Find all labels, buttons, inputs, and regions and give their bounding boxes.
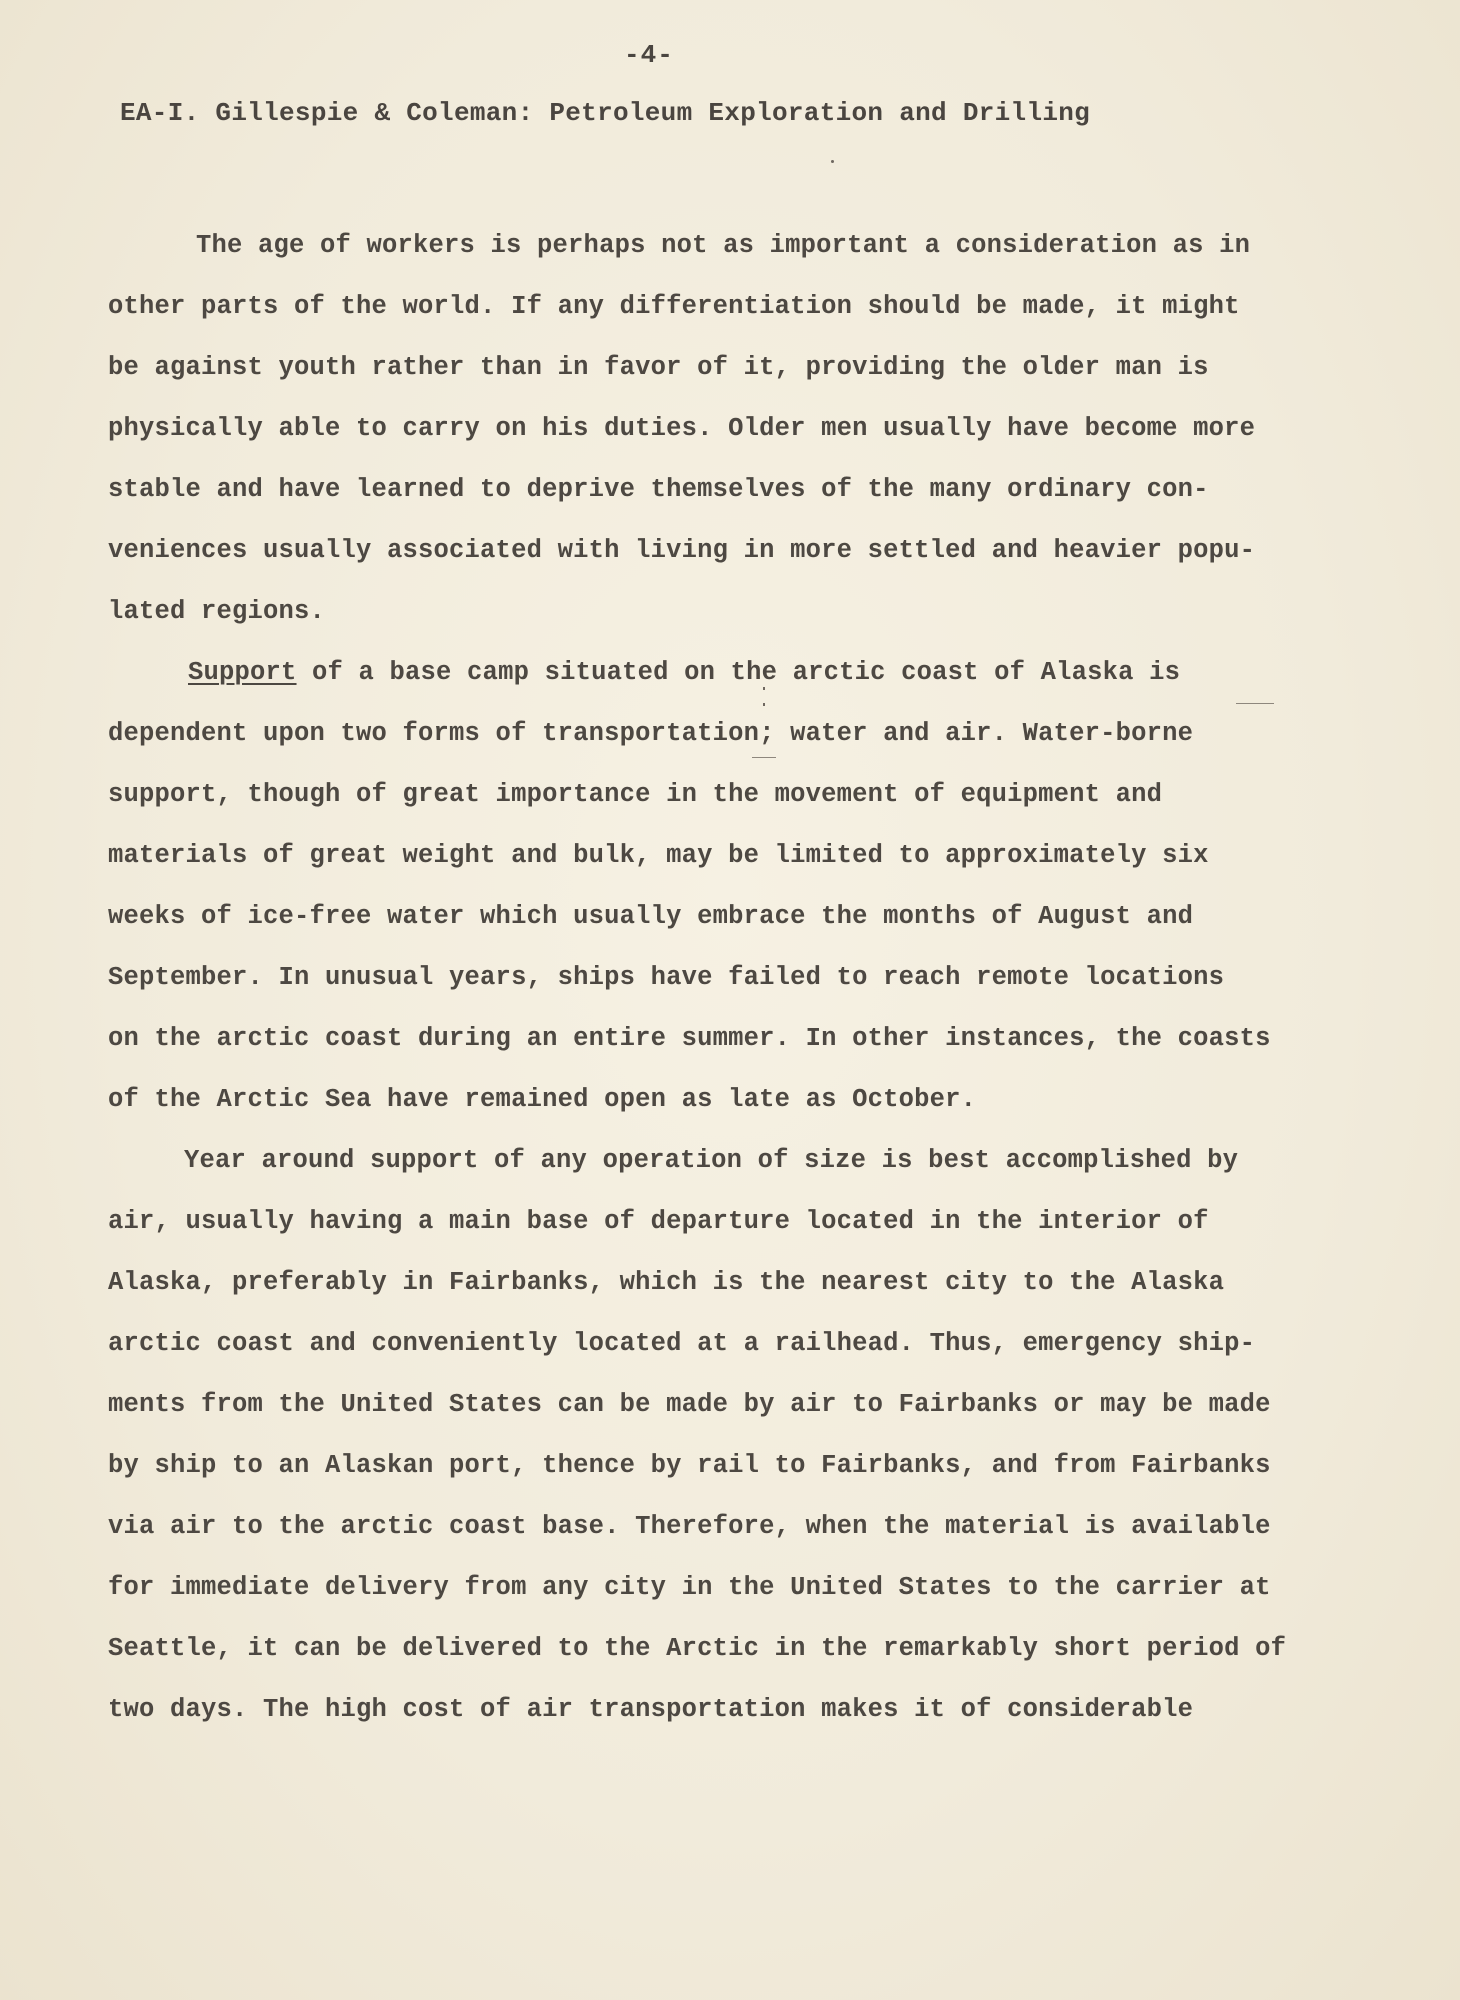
text-line: via air to the arctic coast base. Therefore, when the material is available <box>108 1512 1271 1541</box>
text-line: Year around support of any operation of size is best accomplished by <box>184 1146 1239 1175</box>
text-line: veniences usually associated with living in more settled and heavier popu- <box>108 536 1256 565</box>
text-line: Alaska, preferably in Fairbanks, which is the nearest city to the Alaska <box>108 1268 1225 1297</box>
text-line: of the Arctic Sea have remained open as late as October. <box>108 1085 977 1114</box>
text-line <box>108 642 1348 703</box>
text-line: dependent upon two forms of transportation; water and air. Water-borne <box>108 719 1194 748</box>
text-line: lated regions. <box>108 597 326 626</box>
text-line-rest: of a base camp situated on the arctic coast of Alaska is <box>296 658 1181 687</box>
text-line: for immediate delivery from any city in the United States to the carrier at <box>108 1573 1271 1602</box>
text-line: two days. The high cost of air transportation makes it of considerable <box>108 1695 1194 1724</box>
text-line: air, usually having a main base of departure located in the interior of <box>108 1207 1209 1236</box>
body-text <box>108 215 1348 1740</box>
text-line: Seattle, it can be delivered to the Arctic in the remarkably short period of <box>108 1634 1287 1663</box>
text-line: physically able to carry on his duties. Older men usually have become more <box>108 414 1256 443</box>
text-line: other parts of the world. If any differentiation should be made, it might <box>108 292 1240 321</box>
text-line: support, though of great importance in the movement of equipment and <box>108 780 1163 809</box>
text-line: be against youth rather than in favor of it, providing the older man is <box>108 353 1209 382</box>
text-line: arctic coast and conveniently located at a railhead. Thus, emergency ship- <box>108 1329 1256 1358</box>
text-line: The age of workers is perhaps not as important a consideration as in <box>196 231 1251 260</box>
document-header: EA-I. Gillespie & Coleman: Petroleum Exploration and Drilling <box>120 98 1091 128</box>
text-line: ments from the United States can be made by air to Fairbanks or may be made <box>108 1390 1271 1419</box>
text-line: weeks of ice-free water which usually embrace the months of August and <box>108 902 1194 931</box>
text-line: September. In unusual years, ships have failed to reach remote locations <box>108 963 1225 992</box>
text-line: materials of great weight and bulk, may be limited to approximately six <box>108 841 1209 870</box>
paragraph-year-around-support <box>108 1130 1348 1740</box>
paragraph-age-of-workers <box>108 215 1348 642</box>
text-line: stable and have learned to deprive themselves of the many ordinary con- <box>108 475 1209 504</box>
ink-speck <box>831 160 834 163</box>
paragraph-support <box>108 642 1348 1130</box>
page-number: -4- <box>624 40 674 70</box>
underlined-word: Support <box>188 658 297 687</box>
text-line: on the arctic coast during an entire summer. In other instances, the coasts <box>108 1024 1271 1053</box>
text-line: by ship to an Alaskan port, thence by rail to Fairbanks, and from Fairbanks <box>108 1451 1271 1480</box>
